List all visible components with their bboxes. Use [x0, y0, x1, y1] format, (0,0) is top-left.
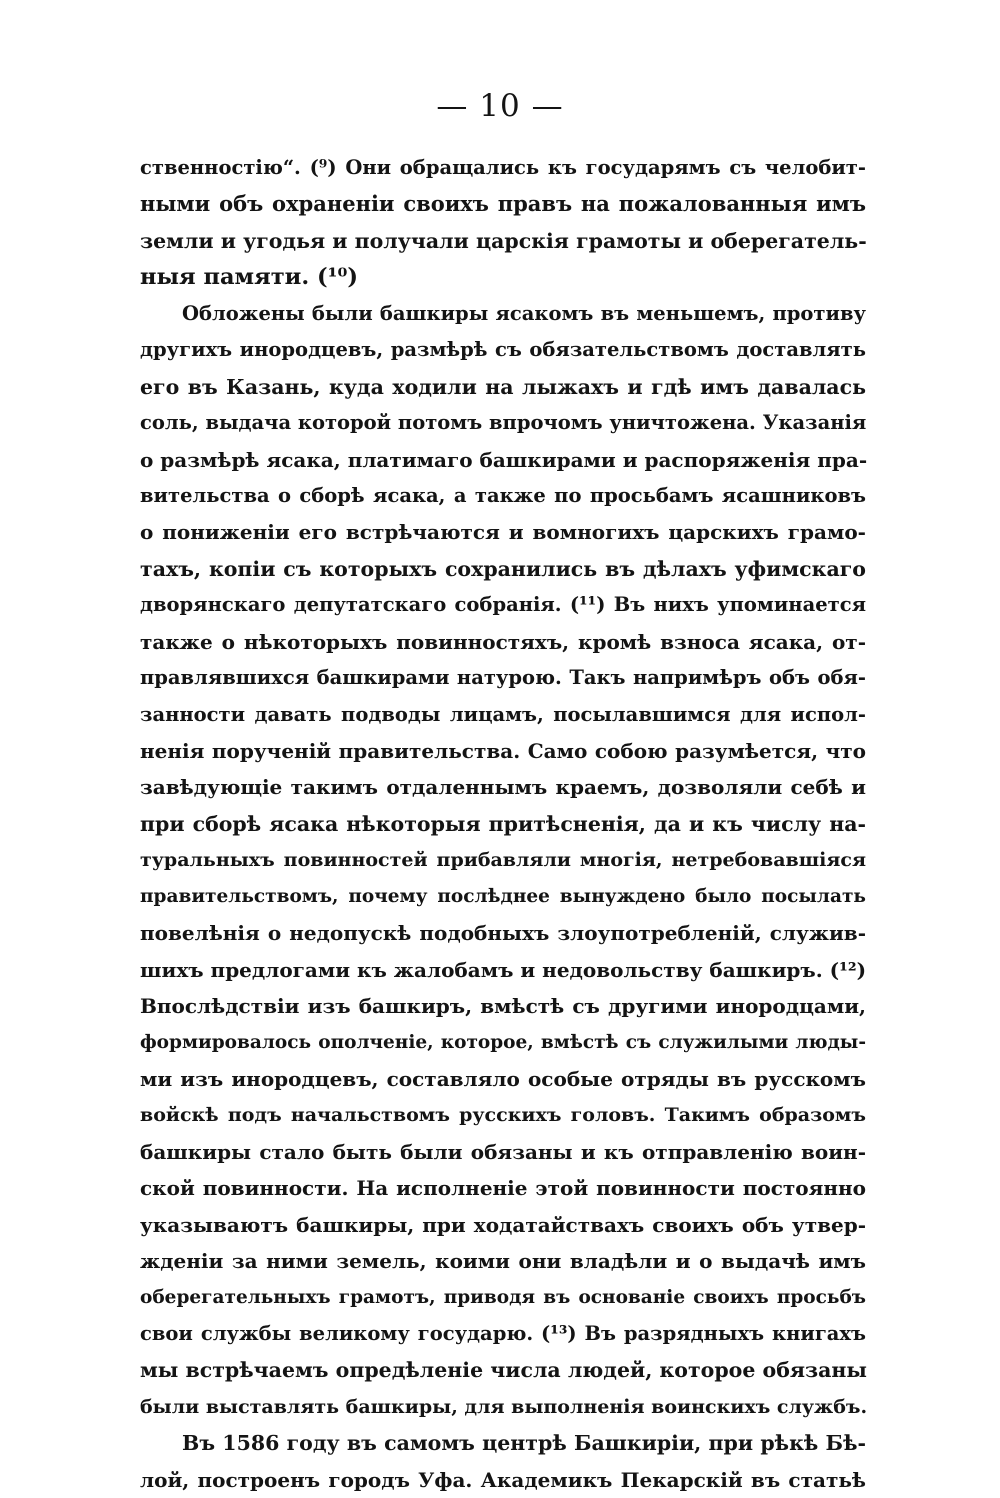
text-line: мы встрѣчаемъ опредѣленіе числа людей, которое обязаны — [140, 1358, 867, 1383]
text-line: лой, построенъ городъ Уфа. Академикъ Пекарскій въ статьѣ — [140, 1467, 866, 1492]
text-line: другихъ инородцевъ, размѣрѣ съ обязательствомъ доставлять — [140, 338, 866, 362]
text-line: ской повинности. На исполненіе этой повинности постоянно — [140, 1176, 866, 1201]
text-line: его въ Казань, куда ходили на лыжахъ и гдѣ имъ давалась — [140, 374, 866, 399]
text-line: о пониженіи его встрѣчаются и вомногихъ царскихъ грамо- — [140, 520, 866, 545]
text-line: при сборѣ ясака нѣкоторыя притѣсненія, да и къ числу на- — [140, 811, 866, 836]
text-line: шихъ предлогами къ жалобамъ и недовольству башкиръ. (¹²) — [140, 957, 867, 982]
text-line: тахъ, копіи съ которыхъ сохранились въ дѣлахъ уфимскаго — [140, 556, 866, 581]
text-line: оберегательныхъ грамотъ, приводя въ основаніе своихъ просьбъ — [140, 1286, 866, 1308]
text-line: вительства о сборѣ ясака, а также по просьбамъ ясашниковъ — [140, 483, 866, 507]
text-line: занности давать подводы лицамъ, посылавшимся для испол- — [140, 702, 866, 726]
text-line: о размѣрѣ ясака, платимаго башкирами и распоряженія пра- — [140, 447, 868, 472]
text-line: войскѣ подъ начальствомъ русскихъ головъ. Такимъ образомъ — [140, 1104, 866, 1127]
text-line: ненія порученій правительства. Само собою разумѣется, что — [140, 739, 866, 763]
text-line: формировалось ополченіе, которое, вмѣстѣ съ служилыми люды- — [140, 1031, 866, 1053]
text-line: ныя памяти. (¹⁰) — [140, 264, 358, 291]
text-line: Обложены были башкиры ясакомъ въ меньшемъ, противу — [182, 301, 866, 325]
text-line: также о нѣкоторыхъ повинностяхъ, кромѣ взноса ясака, от- — [140, 629, 866, 654]
text-line: земли и угодья и получали царскія грамоты и оберегатель- — [140, 228, 867, 253]
text-line: соль, выдача которой потомъ впрочомъ уничтожена. Указанія — [140, 411, 867, 435]
text-line: жденіи за ними земель, коими они владѣли и о выдачѣ имъ — [140, 1249, 866, 1274]
text-line: Въ 1586 году въ самомъ центрѣ Башкиріи, при рѣкѣ Бѣ- — [182, 1431, 866, 1456]
text-line: ными объ охраненіи своихъ правъ на пожалованныя имъ — [140, 191, 866, 217]
page-number: — 10 — — [436, 88, 564, 124]
text-line: башкиры стало быть были обязаны и къ отправленію воин- — [140, 1139, 866, 1164]
text-line: правительствомъ, почему послѣднее вынуждено было посылать — [140, 885, 866, 907]
text-line: указываютъ башкиры, при ходатайствахъ своихъ объ утвер- — [140, 1212, 866, 1237]
body-text — [140, 150, 866, 1498]
text-line: ми изъ инородцевъ, составляло особые отряды въ русскомъ — [140, 1066, 866, 1091]
text-line: правлявшихся башкирами натурою. Такъ напримѣръ объ обя- — [140, 666, 866, 690]
text-line: туральныхъ повинностей прибавляли многія, нетребовавшіяся — [140, 849, 866, 872]
text-line: Впослѣдствіи изъ башкиръ, вмѣстѣ съ другими инородцами, — [140, 994, 866, 1019]
text-line: завѣдующіе такимъ отдаленнымъ краемъ, дозволяли себѣ и — [140, 775, 866, 800]
text-line: были выставлять башкиры, для выполненія воинскихъ службъ. — [140, 1395, 868, 1418]
text-line: дворянскаго депутатскаго собранія. (¹¹) Въ нихъ упоминается — [140, 593, 866, 617]
text-line: ственностію“. (⁹) Они обращались къ государямъ съ челобит- — [140, 156, 866, 179]
text-line: повелѣнія о недопускѣ подобныхъ злоупотребленій, служив- — [140, 921, 866, 946]
text-line: свои службы великому государю. (¹³) Въ разрядныхъ книгахъ — [140, 1322, 866, 1345]
